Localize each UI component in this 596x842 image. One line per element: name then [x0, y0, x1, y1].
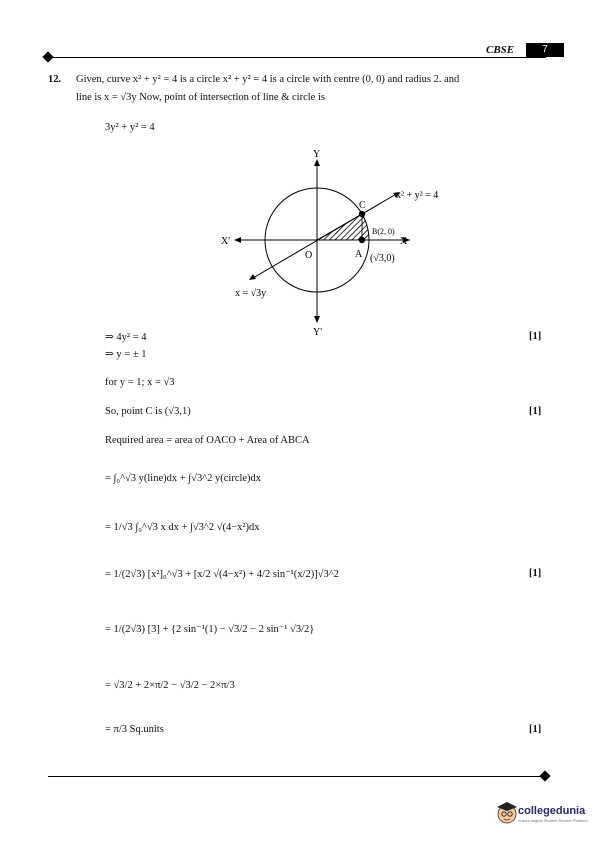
step-11: = π/3 Sq.units — [105, 724, 164, 735]
circle-diagram — [220, 145, 460, 345]
label-x: X — [400, 236, 408, 247]
label-point-b: B(2, 0) — [372, 227, 395, 236]
step-4: So, point C is (√3,1) — [105, 406, 191, 417]
label-y: Y — [313, 149, 321, 160]
step-6: = ∫₀^√3 y(line)dx + ∫√3^2 y(circle)dx — [105, 473, 262, 484]
step-7: = 1/√3 ∫₀^√3 x dx + ∫√3^2 √(4−x²)dx — [105, 522, 260, 533]
label-origin: O — [305, 250, 313, 261]
question-line-2: line is x = √3y Now, point of intersection of line & circle is — [76, 92, 325, 103]
label-line: x = √3y — [235, 288, 267, 299]
step-1: ⇒ 4y² = 4 — [105, 332, 147, 343]
mark-2: [1] — [529, 406, 542, 417]
y-axis-arrow-icon — [314, 159, 320, 166]
brand-tagline: India's largest Student Review Platform — [518, 818, 588, 823]
header-diamond-icon — [42, 51, 53, 62]
label-y-neg: Y' — [313, 327, 323, 338]
mark-1: [1] — [529, 331, 542, 342]
step-10: = √3/2 + 2×π/2 − √3/2 − 2×π/3 — [105, 680, 235, 691]
shaded-region-arc — [362, 214, 369, 240]
x-neg-axis-arrow-icon — [234, 237, 241, 243]
y-neg-axis-arrow-icon — [314, 316, 320, 323]
step-8: = 1/(2√3) [x²]₀^√3 + [x/2 √(4−x²) + 4/2 sin⁻¹(x/2)]√3^2 — [105, 569, 339, 580]
step-2: ⇒ y = ± 1 — [105, 349, 147, 360]
footer-diamond-icon — [539, 770, 550, 781]
mark-3: [1] — [529, 568, 542, 579]
label-point-c: C — [359, 200, 366, 211]
label-curve: x² + y² = 4 — [396, 190, 439, 201]
footer-rule — [48, 776, 546, 777]
question-line-1: Given, curve x² + y² = 4 is a circle x² + y² = 4 is a circle with centre (0, 0) and radius 2. and — [76, 74, 460, 85]
step-3: for y = 1; x = √3 — [105, 377, 175, 388]
equation-1: 3y² + y² = 4 — [105, 122, 155, 133]
board-label: CBSE — [486, 44, 515, 56]
question-number: 12. — [48, 74, 62, 85]
brand-name: collegedunia — [518, 805, 586, 817]
header-rule — [48, 57, 546, 58]
page-number: 7 — [526, 43, 564, 57]
label-point-a: A — [355, 249, 363, 260]
step-9: = 1/(2√3) [3] + {2 sin⁻¹(1) − √3/2 − 2 sin⁻¹ √3/2} — [105, 624, 315, 635]
label-x-neg: X' — [221, 236, 231, 247]
label-point-a-coord: (√3,0) — [370, 253, 395, 264]
point-c — [359, 211, 365, 217]
mark-4: [1] — [529, 724, 542, 735]
point-a — [359, 237, 365, 243]
collegedunia-logo-icon — [496, 800, 518, 826]
step-5: Required area = area of OACO + Area of ABCA — [105, 435, 310, 446]
